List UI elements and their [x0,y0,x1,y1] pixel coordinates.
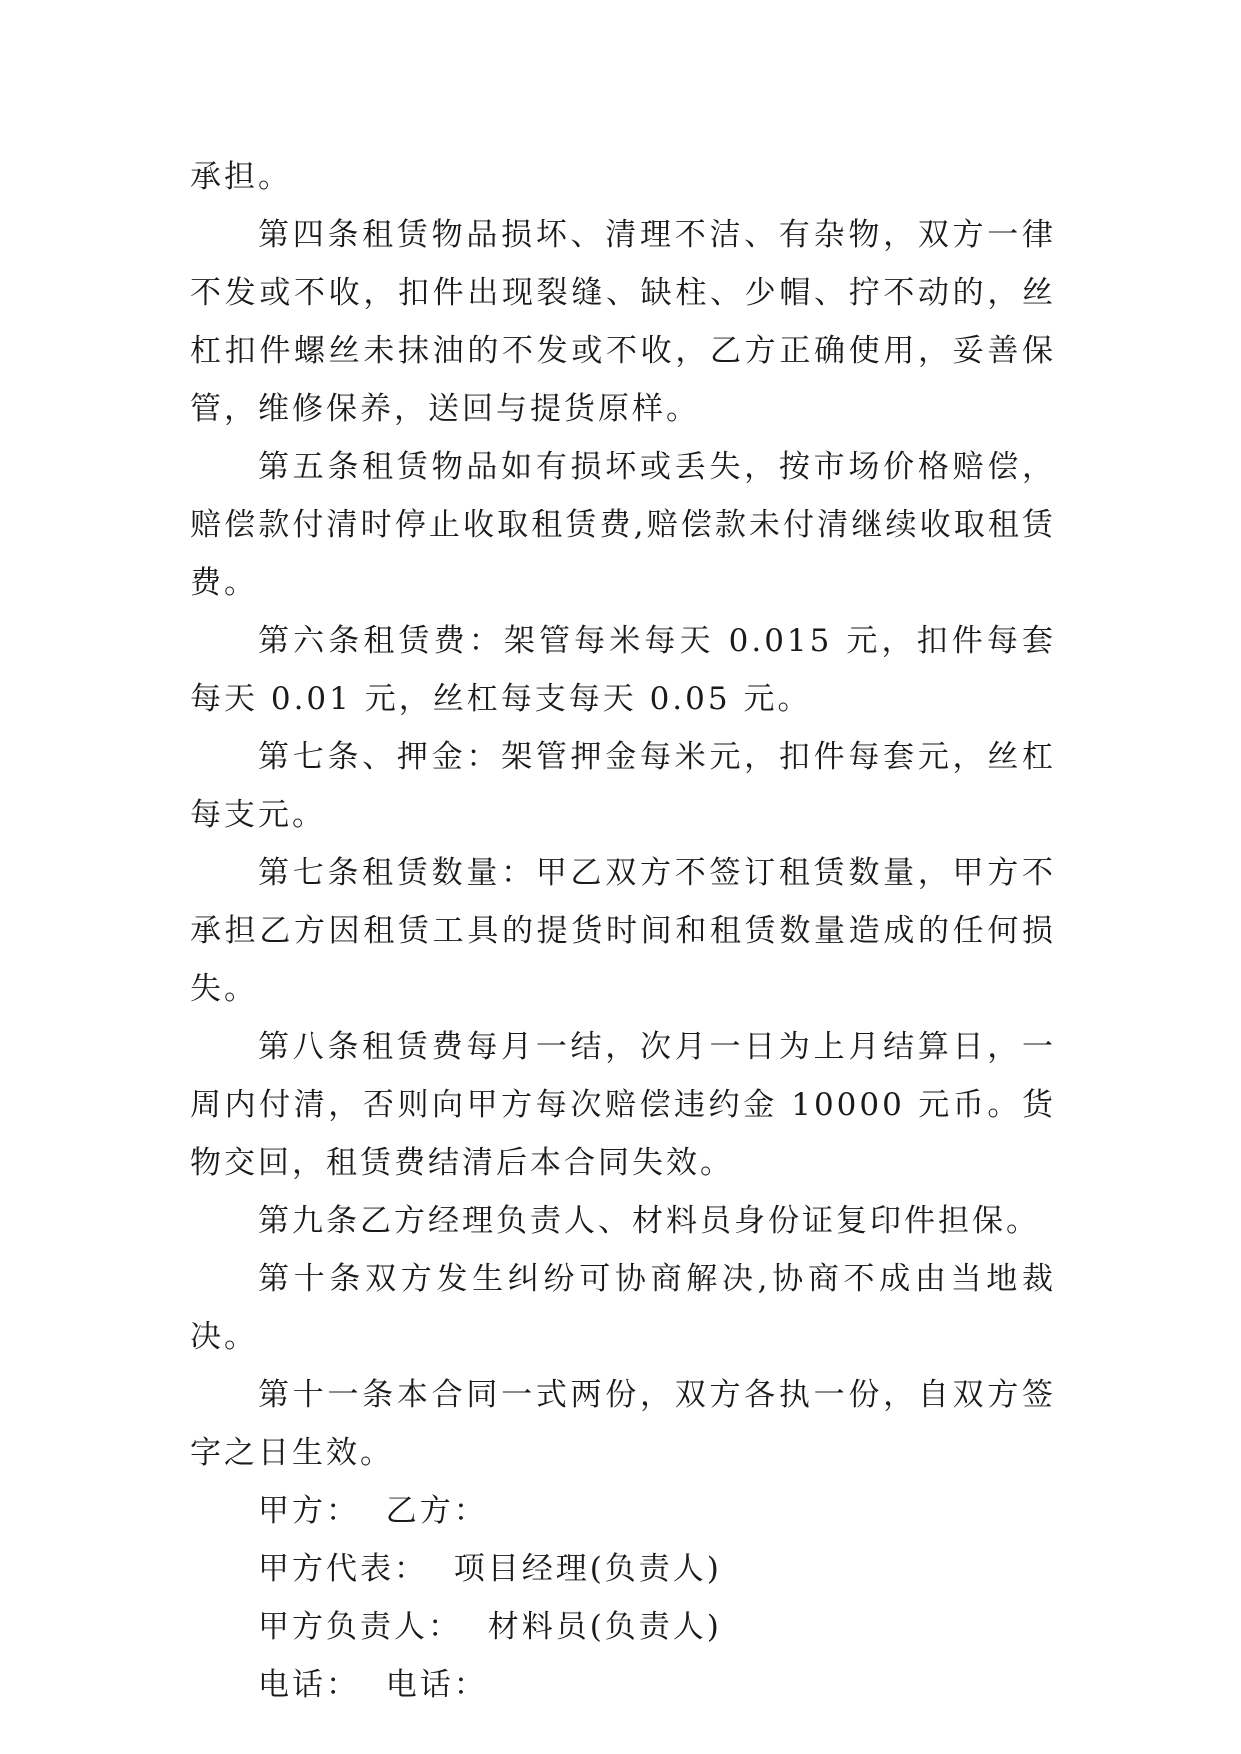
signature-phone: 电话： 电话： [258,1667,488,1703]
signature-responsible: 甲方负责人： 材料员(负责人) [258,1609,722,1645]
signature-parties: 甲方： 乙方： [258,1493,488,1529]
clause-4: 第四条租赁物品损坏、清理不洁、有杂物，双方一律不发或不收，扣件出现裂缝、缺柱、少帽、拧不动的，丝杠扣件螺丝未抹油的不发或不收，乙方正确使用，妥善保管，维修保养，送回与提货原样。 [190,217,1056,427]
clause-9: 第九条乙方经理负责人、材料员身份证复印件担保。 [258,1203,1040,1239]
clause-5: 第五条租赁物品如有损坏或丢失，按市场价格赔偿，赔偿款付清时停止收取租赁费,赔偿款未付清继续收取租赁费。 [190,449,1056,601]
contract-body [190,148,1056,1714]
clause-7-quantity: 第七条租赁数量：甲乙双方不签订租赁数量，甲方不承担乙方因租赁工具的提货时间和租赁数量造成的任何损失。 [190,855,1056,1007]
clause-10: 第十条双方发生纠纷可协商解决,协商不成由当地裁决。 [190,1261,1056,1355]
clause-7-deposit: 第七条、押金：架管押金每米元，扣件每套元，丝杠每支元。 [190,739,1056,833]
signature-representative: 甲方代表： 项目经理(负责人) [258,1551,722,1587]
clause-8: 第八条租赁费每月一结，次月一日为上月结算日，一周内付清，否则向甲方每次赔偿违约金 10000 元币。货物交回，租赁费结清后本合同失效。 [190,1029,1056,1181]
clause-6: 第六条租赁费：架管每米每天 0.015 元，扣件每套每天 0.01 元，丝杠每支每天 0.05 元。 [190,623,1056,717]
paragraph-continuation: 承担。 [190,159,292,195]
clause-11: 第十一条本合同一式两份，双方各执一份，自双方签字之日生效。 [190,1377,1056,1471]
